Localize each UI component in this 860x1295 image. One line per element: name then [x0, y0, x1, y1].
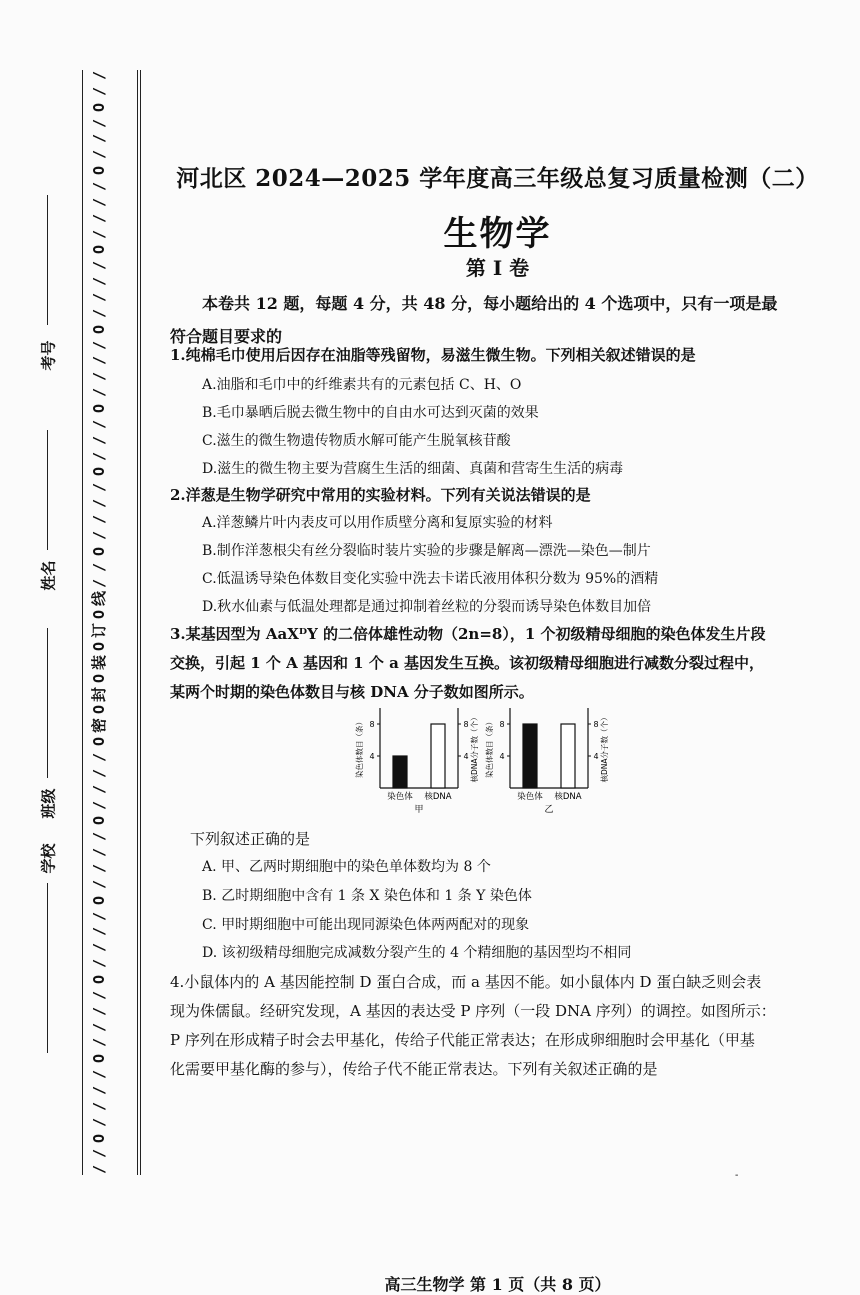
- seal-slash: /: [90, 1038, 109, 1048]
- seal-circle: O: [90, 467, 109, 477]
- seal-slash: /: [90, 213, 109, 223]
- y-tick-label-left: 4: [499, 752, 505, 761]
- seal-circle: O: [90, 1133, 109, 1143]
- seal-slash: /: [90, 863, 109, 873]
- page-footer: 高三生物学 第 1 页（共 8 页）: [384, 1275, 611, 1294]
- y-tick-label-right: 8: [593, 720, 599, 729]
- seal-slash: /: [90, 197, 109, 207]
- margin-line: [137, 70, 138, 1175]
- seal-slash: /: [90, 388, 109, 398]
- student-info-fields: [28, 0, 68, 1215]
- q3-option-a: A. 甲、乙两时期细胞中的染色单体数均为 8 个: [202, 859, 491, 875]
- y-axis-label-right: 核DNA分子数（个）: [470, 713, 479, 783]
- seal-slash: /: [90, 118, 109, 128]
- q2-option-a: A.洋葱鳞片叶内表皮可以用作质壁分离和复原实验的材料: [202, 515, 553, 531]
- seal-slash: /: [90, 1165, 109, 1175]
- q3-option-d: D. 该初级精母细胞完成减数分裂产生的 4 个精细胞的基因型均不相同: [202, 945, 632, 961]
- seal-slash: /: [90, 1022, 109, 1032]
- seal-slash: /: [90, 372, 109, 382]
- margin-line: [140, 70, 141, 1175]
- seal-slash: /: [90, 911, 109, 921]
- seal-slash: /: [90, 356, 109, 366]
- instructions: 本卷共 12 题，每题 4 分，共 48 分，每小题给出的 4 个选项中，只有一项是最符合题目要求的: [170, 294, 778, 346]
- chart-title: 甲: [414, 805, 424, 815]
- seal-slash: /: [90, 752, 109, 762]
- y-axis-label-right: 核DNA分子数（个）: [600, 713, 609, 783]
- seal-slash: /: [90, 308, 109, 318]
- seal-slash: /: [90, 530, 109, 540]
- seal-slash: /: [90, 927, 109, 937]
- q1-option-c: C.滋生的微生物遗传物质水解可能产生脱氧核苷酸: [202, 433, 511, 449]
- seal-circle: O: [90, 705, 109, 715]
- y-tick-label-left: 8: [369, 720, 375, 729]
- y-tick-label-right: 4: [593, 752, 599, 761]
- seal-slash: /: [90, 150, 109, 160]
- seal-slash: /: [90, 990, 109, 1000]
- seal-line: [88, 68, 112, 1178]
- q2-option-b: B.制作洋葱根尖有丝分裂临时装片实验的步骤是解离—漂洗—染色—制片: [202, 543, 651, 559]
- seal-slash: /: [90, 879, 109, 889]
- seal-slash: /: [90, 515, 109, 525]
- seal-char: 线: [90, 591, 109, 607]
- seal-slash: /: [90, 182, 109, 192]
- seal-slash: /: [90, 499, 109, 509]
- seal-circle: O: [90, 102, 109, 112]
- footer-mark: -: [735, 1170, 739, 1181]
- seal-circle: O: [90, 1054, 109, 1064]
- q1-option-d: D.滋生的微生物主要为营腐生生活的细菌、真菌和营寄生生活的病毒: [202, 461, 624, 477]
- y-tick-label-left: 8: [499, 720, 505, 729]
- y-tick-label-right: 4: [463, 752, 469, 761]
- bar-dna: [431, 724, 445, 788]
- seal-char: 封: [90, 686, 109, 702]
- seal-slash: /: [90, 134, 109, 144]
- seal-circle: O: [90, 895, 109, 905]
- seal-slash: /: [90, 86, 109, 96]
- seal-slash: /: [90, 848, 109, 858]
- q3-option-b: B. 乙时期细胞中含有 1 条 X 染色体和 1 条 Y 染色体: [202, 888, 532, 904]
- seal-slash: /: [90, 768, 109, 778]
- chart-title: 乙: [544, 805, 554, 815]
- y-axis-label-left: 染色体数目（条）: [355, 718, 364, 778]
- seal-slash: /: [90, 277, 109, 287]
- question-1-stem: 1.纯棉毛巾使用后因存在油脂等残留物，易滋生微生物。下列相关叙述错误的是: [170, 346, 696, 364]
- q2-option-c: C.低温诱导染色体数目变化实验中洗去卡诺氏液用体积分数为 95%的酒精: [202, 571, 659, 587]
- y-tick-label-right: 8: [463, 720, 469, 729]
- exam-number-field: 考号: [28, 345, 68, 366]
- seal-circle: O: [90, 245, 109, 255]
- seal-circle: O: [90, 324, 109, 334]
- seal-slash: /: [90, 451, 109, 461]
- seal-char: 装: [90, 654, 109, 670]
- question-3-stem: 3.某基因型为 AaXᴰY 的二倍体雄性动物（2n=8），1 个初级精母细胞的染色体发生片段 交换，引起 1 个 A 基因和 1 个 a 基因发生互换。该初级精母细胞进行减数分裂过程中， 某两个时期的染色体数目与核 DNA 分子数如图所示。: [170, 625, 766, 701]
- seal-char: 订: [90, 623, 109, 639]
- seal-slash: /: [90, 419, 109, 429]
- seal-slash: /: [90, 340, 109, 350]
- seal-slash: /: [90, 562, 109, 572]
- q2-option-d: D.秋水仙素与低温处理都是通过抑制着丝粒的分裂而诱导染色体数目加倍: [202, 599, 652, 615]
- seal-circle: O: [90, 816, 109, 826]
- seal-slash: /: [90, 483, 109, 493]
- seal-slash: /: [90, 578, 109, 588]
- seal-circle: O: [90, 737, 109, 747]
- seal-circle: O: [90, 404, 109, 414]
- seal-circle: O: [90, 673, 109, 683]
- question-4-stem: 4.小鼠体内的 A 基因能控制 D 蛋白合成，而 a 基因不能。如小鼠体内 D 蛋白缺乏则会表 现为侏儒鼠。经研究发现，A 基因的表达受 P 序列（一段 DNA 序列）的调控。如图所示： P 序列在形成精子时会去甲基化，传给子代能正常表达；在形成卵细胞时会甲基化（甲基 化需要甲基化酶的参与），传给子代不能正常表达。下列有关叙述正确的是: [170, 973, 776, 1078]
- seal-circle: O: [90, 546, 109, 556]
- seal-slash: /: [90, 1085, 109, 1096]
- seal-circle: O: [90, 974, 109, 984]
- seal-slash: /: [90, 784, 109, 794]
- q3-option-c: C. 甲时期细胞中可能出现同源染色体两两配对的现象: [202, 917, 530, 933]
- bar-chromosome: [523, 724, 537, 788]
- seal-slash: /: [90, 943, 109, 953]
- seal-slash: /: [90, 261, 109, 271]
- seal-circle: O: [90, 610, 109, 620]
- seal-circle: O: [90, 166, 109, 176]
- category-label: 染色体: [387, 792, 413, 802]
- q1-option-b: B.毛巾暴晒后脱去微生物中的自由水可达到灭菌的效果: [202, 405, 539, 421]
- volume-title: 第 I 卷: [465, 256, 530, 280]
- seal-slash: /: [90, 435, 109, 445]
- seal-slash: /: [90, 70, 109, 81]
- y-tick-label-left: 4: [369, 752, 375, 761]
- q1-option-a: A.油脂和毛巾中的纤维素共有的元素包括 C、H、O: [202, 377, 522, 393]
- seal-slash: /: [90, 293, 109, 303]
- category-label: 核DNA: [424, 792, 452, 802]
- seal-slash: /: [90, 1149, 109, 1159]
- seal-slash: /: [90, 959, 109, 969]
- bar-chromosome: [393, 756, 407, 788]
- binding-margin: [0, 0, 140, 1215]
- margin-line: [82, 70, 83, 1175]
- seal-slash: /: [90, 800, 109, 810]
- seal-slash: /: [90, 1070, 109, 1080]
- seal-slash: /: [90, 229, 109, 239]
- category-label: 染色体: [517, 792, 543, 802]
- bar-dna: [561, 724, 575, 788]
- seal-slash: /: [90, 832, 109, 842]
- chromosome-dna-charts: [350, 702, 620, 826]
- school-field: 学校: [28, 848, 68, 869]
- class-field: 班级: [28, 793, 68, 814]
- exam-title: 河北区 2024—2025 学年度高三年级总复习质量检测（二）: [176, 165, 819, 192]
- y-axis-label-left: 染色体数目（条）: [485, 718, 494, 778]
- seal-char: 密: [90, 718, 109, 734]
- seal-slash: /: [90, 1117, 109, 1127]
- q3-prompt: 下列叙述正确的是: [190, 830, 311, 848]
- seal-circle: O: [90, 641, 109, 651]
- subject-title: 生物学: [443, 214, 552, 254]
- question-2-stem: 2.洋葱是生物学研究中常用的实验材料。下列有关说法错误的是: [170, 486, 591, 504]
- name-field: 姓名: [28, 565, 68, 586]
- bar-charts-svg: [350, 702, 620, 822]
- seal-slash: /: [90, 1101, 109, 1111]
- seal-slash: /: [90, 1006, 109, 1016]
- category-label: 核DNA: [554, 792, 582, 802]
